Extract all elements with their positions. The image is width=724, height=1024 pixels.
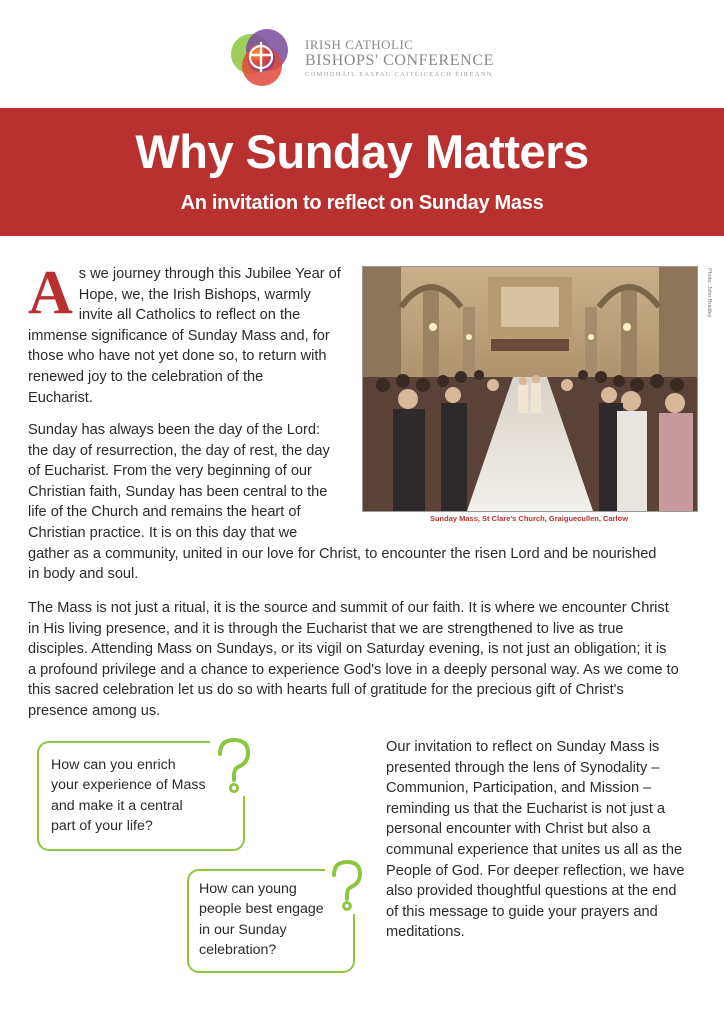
photo-caption: Sunday Mass, St Clare's Church, Graiguecullen, Carlow	[429, 514, 629, 523]
photo-credit	[700, 268, 712, 328]
cross-in-circle-logo-icon	[227, 24, 297, 92]
text-line: in His living presence, and it is through the Eucharist that we are strengthened to live as true	[28, 620, 624, 637]
text-line: of this message to guide your prayers and	[386, 903, 658, 920]
text-line: immense significance of Sunday Mass and, for	[28, 327, 330, 344]
text-line: presented through the lens of Synodality –	[386, 759, 660, 776]
text-line: The Mass is not just a ritual, it is the source and summit of our faith. It is where we encounter Christ	[28, 600, 669, 616]
org-name-line2: BISHOPS' CONFERENCE	[305, 52, 494, 69]
intro-paragraph	[28, 259, 353, 408]
text-line: life of the Church and remains the heart of	[28, 504, 301, 521]
photo-credit-text: Photo: John Bradley	[706, 268, 712, 318]
drop-cap: A	[28, 259, 73, 327]
text-line: People of God. For deeper reflection, we have	[386, 862, 685, 879]
text-line: gather as a community, united in our love for Christ, to encounter the risen Lord and be nourished	[28, 545, 657, 562]
text-line: this sacred celebration let us do so with hearts full of gratitude for the precious gift of Christ's	[28, 682, 624, 699]
text-line: personal encounter with Christ but also a	[386, 821, 651, 838]
question-line: people best engage	[199, 901, 324, 918]
church-interior-image	[363, 267, 697, 511]
text-line: Christian practice. It is on this day that we	[28, 524, 298, 541]
question-text	[51, 755, 206, 837]
text-line: the day of resurrection, the day of rest, the day	[28, 442, 330, 459]
question-mark-icon	[325, 858, 369, 914]
text-line: in body and soul.	[28, 566, 139, 583]
text-line: disciples. Attending Mass on Sundays, or its vigil on Saturday evening, is not just an obligation; it is	[28, 641, 667, 658]
text-line: Eucharist.	[28, 389, 93, 406]
question-line: How can you enrich	[51, 757, 176, 773]
org-name-line1: IRISH CATHOLIC	[305, 37, 414, 52]
church-photo	[362, 266, 698, 512]
text-line: Our invitation to reflect on Sunday Mass is	[386, 739, 660, 755]
text-line: Communion, Participation, and Mission –	[386, 780, 652, 797]
text-line: of Eucharist. From the very beginning of our	[28, 463, 312, 480]
text-line: Christian faith, Sunday has been central to the	[28, 483, 328, 500]
text-line: s we journey through this Jubilee Year of	[78, 266, 341, 282]
title-banner	[0, 108, 724, 236]
page-subtitle: An invitation to reflect on Sunday Mass	[180, 192, 544, 214]
question-line: celebration?	[199, 942, 277, 959]
question-line: in our Sunday	[199, 921, 287, 938]
question-line: part of your life?	[51, 818, 153, 835]
text-line: also provided thoughtful questions at the end	[386, 883, 677, 900]
text-line: Hope, we, the Irish Bishops, warmly	[78, 286, 311, 303]
text-line: renewed joy to the celebration of the	[28, 368, 264, 385]
text-line: presence among us.	[28, 702, 161, 719]
page-title: Why Sunday Matters	[135, 125, 589, 178]
text-line: Sunday has always been the day of the Lord:	[28, 422, 321, 438]
text-line: a profound privilege and a chance to experience God's love in a deeply personal way. As we come to	[28, 661, 679, 678]
question-line: your experience of Mass	[51, 777, 206, 794]
question-mark-icon	[210, 736, 258, 796]
text-line: those who have not yet done so, to return with	[28, 348, 327, 365]
org-name-irish: COMHDHÁIL EASPAG CAITLICEACH ÉIREANN	[305, 71, 493, 78]
org-logo	[227, 24, 497, 92]
question-line: and make it a central	[51, 797, 183, 814]
text-line: invite all Catholics to reflect on the	[78, 307, 301, 324]
question-text	[199, 879, 324, 961]
text-line: reminding us that the Eucharist is not just a	[386, 800, 666, 817]
synodality-paragraph	[386, 737, 704, 943]
text-line: communal experience that unites us all as the	[386, 841, 683, 858]
question-line: How can young	[199, 881, 297, 897]
mass-paragraph	[28, 598, 700, 722]
text-line: meditations.	[386, 924, 465, 941]
